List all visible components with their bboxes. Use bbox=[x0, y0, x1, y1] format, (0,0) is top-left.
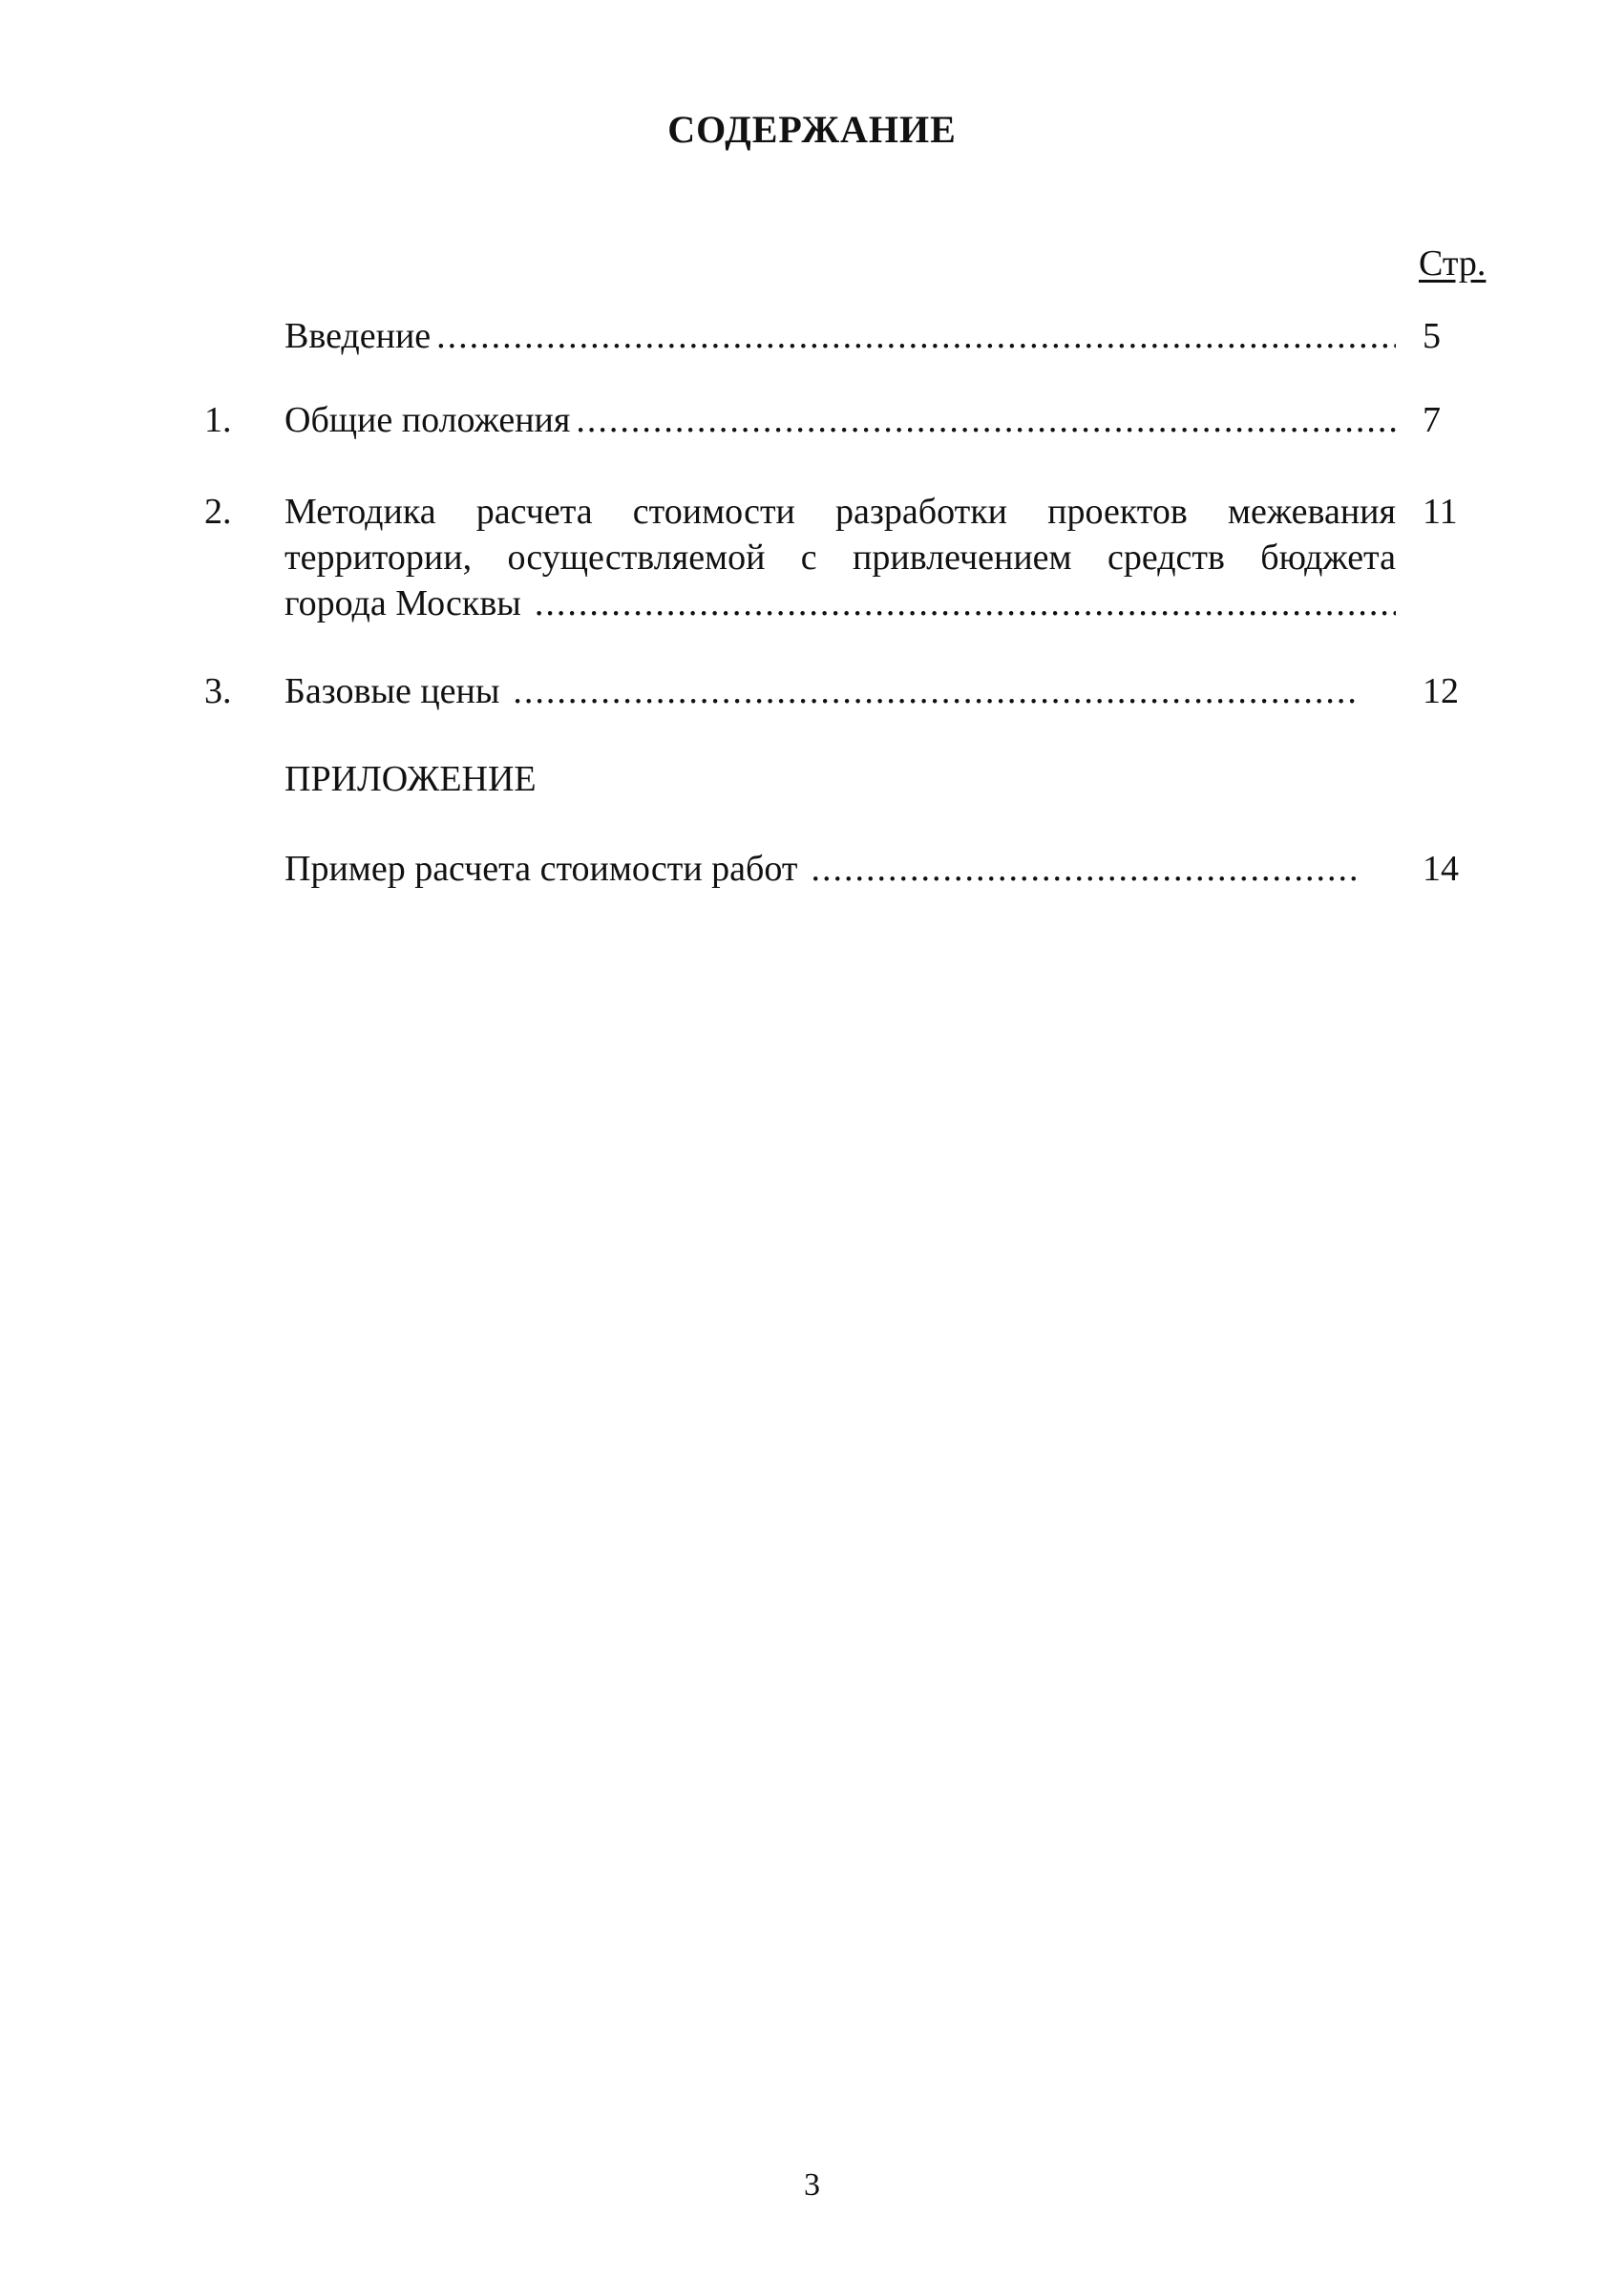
dot-leader bbox=[576, 397, 1396, 443]
toc-entry-methodology[interactable] bbox=[0, 489, 1624, 632]
dot-leader bbox=[535, 580, 1396, 626]
toc-entry-title: Базовые цены bbox=[285, 671, 500, 711]
toc-entry-number: 1. bbox=[204, 400, 232, 440]
toc-entry-number: 3. bbox=[204, 671, 232, 711]
toc-entry-page: 12 bbox=[1423, 671, 1459, 711]
toc-entry-title-line bbox=[285, 668, 1360, 714]
appendix-heading: ПРИЛОЖЕНИЕ bbox=[285, 759, 537, 799]
toc-entry-page: 11 bbox=[1423, 492, 1458, 532]
toc-entry-title-line bbox=[285, 397, 1396, 443]
toc-entry-number: 2. bbox=[204, 492, 232, 532]
dot-leader bbox=[436, 313, 1396, 359]
toc-entry-title-line bbox=[285, 313, 1396, 359]
toc-entry-title-line bbox=[285, 846, 1360, 892]
toc-entry-page: 14 bbox=[1423, 849, 1459, 889]
toc-entry-title-line-1: Методика расчета стоимости разработки проектов межевания bbox=[285, 492, 1396, 532]
toc-entry-title-end: города Москвы bbox=[285, 583, 521, 623]
page-column-header: Стр. bbox=[1419, 243, 1487, 284]
toc-entry-page: 5 bbox=[1423, 316, 1441, 356]
page-title: СОДЕРЖАНИЕ bbox=[667, 108, 957, 151]
toc-entry-page: 7 bbox=[1423, 400, 1441, 440]
page-number: 3 bbox=[804, 2167, 820, 2203]
toc-entry-title: Пример расчета стоимости работ bbox=[285, 849, 798, 889]
dot-leader bbox=[812, 846, 1360, 892]
toc-entry-title-line-3 bbox=[285, 580, 1396, 626]
dot-leader bbox=[513, 668, 1360, 714]
toc-entry-title: Введение bbox=[285, 316, 432, 356]
toc-entry-title: Общие положения bbox=[285, 400, 571, 440]
toc-entry-title-line-2: территории, осуществляемой с привлечением средств бюджета bbox=[285, 538, 1396, 578]
toc-entry-title-block bbox=[285, 489, 1396, 626]
